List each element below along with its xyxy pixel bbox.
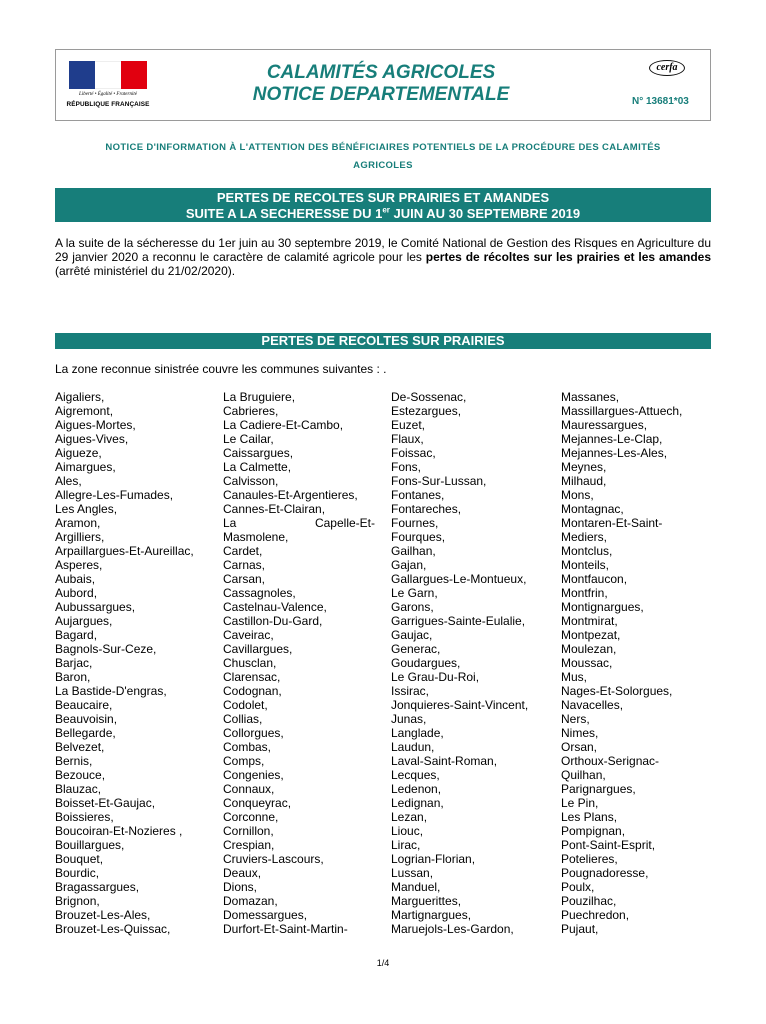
title-line-1: CALAMITÉS AGRICOLES bbox=[266, 62, 496, 83]
commune-item: Mejannes-Les-Ales, bbox=[561, 446, 668, 460]
commune-item: Nages-Et-Solorgues, bbox=[561, 684, 673, 698]
commune-item: Arpaillargues-Et-Aureillac, bbox=[55, 544, 194, 558]
commune-item: Milhaud, bbox=[561, 474, 607, 488]
commune-item: Castelnau-Valence, bbox=[223, 600, 327, 614]
commune-item: Orsan, bbox=[561, 740, 598, 754]
title-line-2: NOTICE DEPARTEMENTALE bbox=[252, 84, 510, 105]
commune-item: Gajan, bbox=[391, 558, 427, 572]
commune-item: Langlade, bbox=[391, 726, 444, 740]
commune-item: Manduel, bbox=[391, 880, 441, 894]
commune-item: Gallargues-Le-Montueux, bbox=[391, 572, 527, 586]
commune-item: Moussac, bbox=[561, 656, 613, 670]
commune-item: Chusclan, bbox=[223, 656, 277, 670]
commune-item: Conqueyrac, bbox=[223, 796, 292, 810]
intro-bold: pertes de récoltes sur les prairies et les amandes bbox=[425, 250, 711, 264]
commune-item: Les Plans, bbox=[561, 810, 618, 824]
commune-item: Monteils, bbox=[561, 558, 610, 572]
commune-item: Mejannes-Le-Clap, bbox=[561, 432, 663, 446]
commune-item: Boucoiran-Et-Nozieres , bbox=[55, 824, 183, 838]
commune-item: Codognan, bbox=[223, 684, 282, 698]
communes-column-1 bbox=[55, 390, 194, 936]
commune-item: Beauvoisin, bbox=[55, 712, 118, 726]
commune-item: Laudun, bbox=[391, 740, 435, 754]
commune-item: Fontareches, bbox=[391, 502, 462, 516]
commune-item: Domazan, bbox=[223, 894, 278, 908]
commune-item: Boissieres, bbox=[55, 810, 114, 824]
commune-item: Clarensac, bbox=[223, 670, 281, 684]
communes-column-3 bbox=[391, 390, 528, 936]
commune-item: Quilhan, bbox=[561, 768, 606, 782]
commune-item: Montignargues, bbox=[561, 600, 644, 614]
commune-item: Les Angles, bbox=[55, 502, 118, 516]
intro-paragraph bbox=[55, 236, 711, 278]
banner-line-2-pre: SUITE A LA SECHERESSE DU 1 bbox=[185, 205, 383, 221]
commune-item: Belvezet, bbox=[55, 740, 105, 754]
commune-item: Crespian, bbox=[223, 838, 275, 852]
commune-item: Le Garn, bbox=[391, 586, 438, 600]
commune-item: Marguerittes, bbox=[391, 894, 462, 908]
commune-item: Le Pin, bbox=[561, 796, 599, 810]
commune-item: Ledignan, bbox=[391, 796, 444, 810]
notice-line-2: AGRICOLES bbox=[353, 160, 413, 171]
commune-item: Fons-Sur-Lussan, bbox=[391, 474, 487, 488]
commune-item: Junas, bbox=[391, 712, 427, 726]
commune-split-right: Capelle-Et- bbox=[314, 516, 375, 530]
banner-line-2-sup: er bbox=[382, 205, 390, 215]
commune-item: Liouc, bbox=[391, 824, 424, 838]
commune-item: Garrigues-Sainte-Eulalie, bbox=[391, 614, 526, 628]
commune-item: Massanes, bbox=[561, 390, 620, 404]
commune-item: Le Cailar, bbox=[223, 432, 274, 446]
commune-item: Fournes, bbox=[391, 516, 439, 530]
commune-item: Aubord, bbox=[55, 586, 98, 600]
commune-item: Orthoux-Serignac- bbox=[561, 754, 660, 768]
commune-item: Caveirac, bbox=[223, 628, 274, 642]
commune-item: Comps, bbox=[223, 754, 265, 768]
commune-item: Meynes, bbox=[561, 460, 607, 474]
commune-item: Aubussargues, bbox=[55, 600, 136, 614]
commune-item: Pujaut, bbox=[561, 922, 599, 936]
commune-item: Canaules-Et-Argentieres, bbox=[223, 488, 358, 502]
commune-item: Montagnac, bbox=[561, 502, 624, 516]
commune-item: Generac, bbox=[391, 642, 441, 656]
commune-item: Cruviers-Lascours, bbox=[223, 852, 324, 866]
commune-item: Blauzac, bbox=[55, 782, 102, 796]
logo-name: RÉPUBLIQUE FRANÇAISE bbox=[66, 101, 150, 108]
commune-item: Congenies, bbox=[223, 768, 284, 782]
commune-item: Brignon, bbox=[55, 894, 100, 908]
commune-item: Bragassargues, bbox=[55, 880, 140, 894]
commune-item: Aimargues, bbox=[55, 460, 116, 474]
commune-item: Bezouce, bbox=[55, 768, 106, 782]
commune-item: Corconne, bbox=[223, 810, 279, 824]
commune-item: Caissargues, bbox=[223, 446, 294, 460]
commune-item: Fons, bbox=[391, 460, 422, 474]
commune-item: La Bruguiere, bbox=[223, 390, 296, 404]
commune-item: Gaujac, bbox=[391, 628, 433, 642]
commune-item: Euzet, bbox=[391, 418, 426, 432]
page-title bbox=[231, 62, 531, 106]
commune-item: Lezan, bbox=[391, 810, 428, 824]
commune-item: Lecques, bbox=[391, 768, 440, 782]
commune-item: Fourques, bbox=[391, 530, 446, 544]
commune-item: Carnas, bbox=[223, 558, 266, 572]
commune-item: Aigremont, bbox=[55, 404, 114, 418]
commune-split-left: La bbox=[223, 516, 237, 530]
notice-heading bbox=[70, 139, 696, 175]
commune-item: Jonquieres-Saint-Vincent, bbox=[391, 698, 529, 712]
commune-item: Montaren-Et-Saint- bbox=[561, 516, 663, 530]
commune-item: Potelieres, bbox=[561, 852, 618, 866]
commune-item: Mauressargues, bbox=[561, 418, 648, 432]
notice-line-1: NOTICE D'INFORMATION À L'ATTENTION DES BÉNÉFICIAIRES POTENTIELS DE LA PROCÉDURE DES CALAMITÉS bbox=[105, 142, 661, 153]
commune-item: Boisset-Et-Gaujac, bbox=[55, 796, 156, 810]
commune-item: Le Grau-Du-Roi, bbox=[391, 670, 480, 684]
intro-text-1: A la suite de la sécheresse du 1er juin au 30 septembre 2019, le Comité National de Gestion des Risques en Agriculture du 29 janvier 2020 a reconnu le caractère de calamité agricole pour les bbox=[55, 236, 711, 264]
commune-item: Flaux, bbox=[391, 432, 424, 446]
commune-item: Montmirat, bbox=[561, 614, 618, 628]
commune-item: Bouillargues, bbox=[55, 838, 125, 852]
commune-item: Aubais, bbox=[55, 572, 96, 586]
commune-item: Estezargues, bbox=[391, 404, 462, 418]
commune-item: Mediers, bbox=[561, 530, 608, 544]
commune-item: Garons, bbox=[391, 600, 434, 614]
commune-item: Deaux, bbox=[223, 866, 262, 880]
communes-column-2 bbox=[223, 390, 375, 936]
commune-item: Asperes, bbox=[55, 558, 103, 572]
commune-item: Castillon-Du-Gard, bbox=[223, 614, 323, 628]
commune-item: Montfrin, bbox=[561, 586, 608, 600]
commune-item: Bernis, bbox=[55, 754, 93, 768]
commune-item: Aigues-Mortes, bbox=[55, 418, 136, 432]
commune-item: Bagnols-Sur-Ceze, bbox=[55, 642, 157, 656]
form-number: N° 13681*03 bbox=[632, 96, 689, 107]
section-banner-main bbox=[55, 188, 711, 222]
cerfa-logo: cerfa bbox=[649, 60, 685, 76]
logo-motto: Liberté • Égalité • Fraternité bbox=[79, 92, 137, 97]
commune-item: La Cadiere-Et-Cambo, bbox=[223, 418, 344, 432]
commune-item: Connaux, bbox=[223, 782, 275, 796]
commune-item: Collorgues, bbox=[223, 726, 284, 740]
commune-item: Navacelles, bbox=[561, 698, 624, 712]
header-box bbox=[55, 49, 711, 121]
commune-item: Bouquet, bbox=[55, 852, 104, 866]
commune-item: Ales, bbox=[55, 474, 82, 488]
commune-item: Pompignan, bbox=[561, 824, 626, 838]
commune-item: Mus, bbox=[561, 670, 588, 684]
commune-item: Martignargues, bbox=[391, 908, 472, 922]
commune-item: Cassagnoles, bbox=[223, 586, 296, 600]
commune-item: Montpezat, bbox=[561, 628, 621, 642]
commune-item: Maruejols-Les-Gardon, bbox=[391, 922, 514, 936]
commune-item: Moulezan, bbox=[561, 642, 617, 656]
commune-item: La Calmette, bbox=[223, 460, 292, 474]
commune-item: Barjac, bbox=[55, 656, 93, 670]
republique-francaise-logo bbox=[63, 56, 153, 114]
commune-item: Fontanes, bbox=[391, 488, 445, 502]
commune-item: Brouzet-Les-Quissac, bbox=[55, 922, 171, 936]
commune-item: Foissac, bbox=[391, 446, 436, 460]
commune-item: Aujargues, bbox=[55, 614, 113, 628]
commune-item: Aigueze, bbox=[55, 446, 102, 460]
banner-line-1: PERTES DE RECOLTES SUR PRAIRIES ET AMANDES bbox=[216, 190, 550, 205]
commune-item: Durfort-Et-Saint-Martin- bbox=[223, 922, 348, 936]
commune-item: Bagard, bbox=[55, 628, 98, 642]
commune-item: Brouzet-Les-Ales, bbox=[55, 908, 151, 922]
commune-item: Combas, bbox=[223, 740, 272, 754]
commune-item: Logrian-Florian, bbox=[391, 852, 476, 866]
commune-item: Calvisson, bbox=[223, 474, 279, 488]
commune-item: Puechredon, bbox=[561, 908, 630, 922]
commune-item-split bbox=[223, 516, 375, 530]
commune-item: Montclus, bbox=[561, 544, 613, 558]
commune-item: Parignargues, bbox=[561, 782, 636, 796]
commune-item: Cabrieres, bbox=[223, 404, 279, 418]
banner-line-2-post: JUIN AU 30 SEPTEMBRE 2019 bbox=[389, 205, 581, 221]
commune-item: Dions, bbox=[223, 880, 258, 894]
commune-item: Cardet, bbox=[223, 544, 263, 558]
commune-item: Cavillargues, bbox=[223, 642, 293, 656]
commune-item: Allegre-Les-Fumades, bbox=[55, 488, 174, 502]
page-number: 1/4 bbox=[376, 958, 390, 968]
commune-item: Nimes, bbox=[561, 726, 599, 740]
commune-item: Pouzilhac, bbox=[561, 894, 617, 908]
commune-item: Gailhan, bbox=[391, 544, 436, 558]
commune-item: Goudargues, bbox=[391, 656, 461, 670]
marianne-flag-icon bbox=[69, 61, 147, 89]
commune-item: Ledenon, bbox=[391, 782, 442, 796]
banner-line-2 bbox=[55, 206, 711, 222]
commune-item: Collias, bbox=[223, 712, 263, 726]
commune-item: Masmolene, bbox=[223, 530, 289, 544]
commune-item: Carsan, bbox=[223, 572, 266, 586]
commune-item: La Bastide-D'engras, bbox=[55, 684, 167, 698]
commune-item: Lussan, bbox=[391, 866, 434, 880]
commune-item: Ners, bbox=[561, 712, 590, 726]
commune-item: Aigaliers, bbox=[55, 390, 105, 404]
commune-item: Bellegarde, bbox=[55, 726, 116, 740]
commune-item: Cornillon, bbox=[223, 824, 274, 838]
commune-item: Beaucaire, bbox=[55, 698, 113, 712]
commune-item: Aigues-Vives, bbox=[55, 432, 129, 446]
commune-item: Montfaucon, bbox=[561, 572, 628, 586]
communes-column-4 bbox=[561, 390, 682, 936]
intro-text-2: (arrêté ministériel du 21/02/2020). bbox=[55, 264, 236, 278]
commune-item: Lirac, bbox=[391, 838, 421, 852]
section-banner-prairies: PERTES DE RECOLTES SUR PRAIRIES bbox=[55, 333, 711, 349]
commune-item: Laval-Saint-Roman, bbox=[391, 754, 498, 768]
commune-item: Massillargues-Attuech, bbox=[561, 404, 683, 418]
commune-item: Pont-Saint-Esprit, bbox=[561, 838, 656, 852]
commune-item: Poulx, bbox=[561, 880, 595, 894]
commune-item: Pougnadoresse, bbox=[561, 866, 649, 880]
commune-item: Argilliers, bbox=[55, 530, 105, 544]
commune-item: Baron, bbox=[55, 670, 91, 684]
commune-item: Cannes-Et-Clairan, bbox=[223, 502, 326, 516]
commune-item: De-Sossenac, bbox=[391, 390, 467, 404]
commune-item: Aramon, bbox=[55, 516, 101, 530]
commune-item: Domessargues, bbox=[223, 908, 308, 922]
commune-item: Issirac, bbox=[391, 684, 430, 698]
commune-item: Mons, bbox=[561, 488, 594, 502]
commune-item: Codolet, bbox=[223, 698, 268, 712]
zone-intro: La zone reconnue sinistrée couvre les communes suivantes : . bbox=[55, 362, 387, 376]
commune-item: Bourdic, bbox=[55, 866, 100, 880]
